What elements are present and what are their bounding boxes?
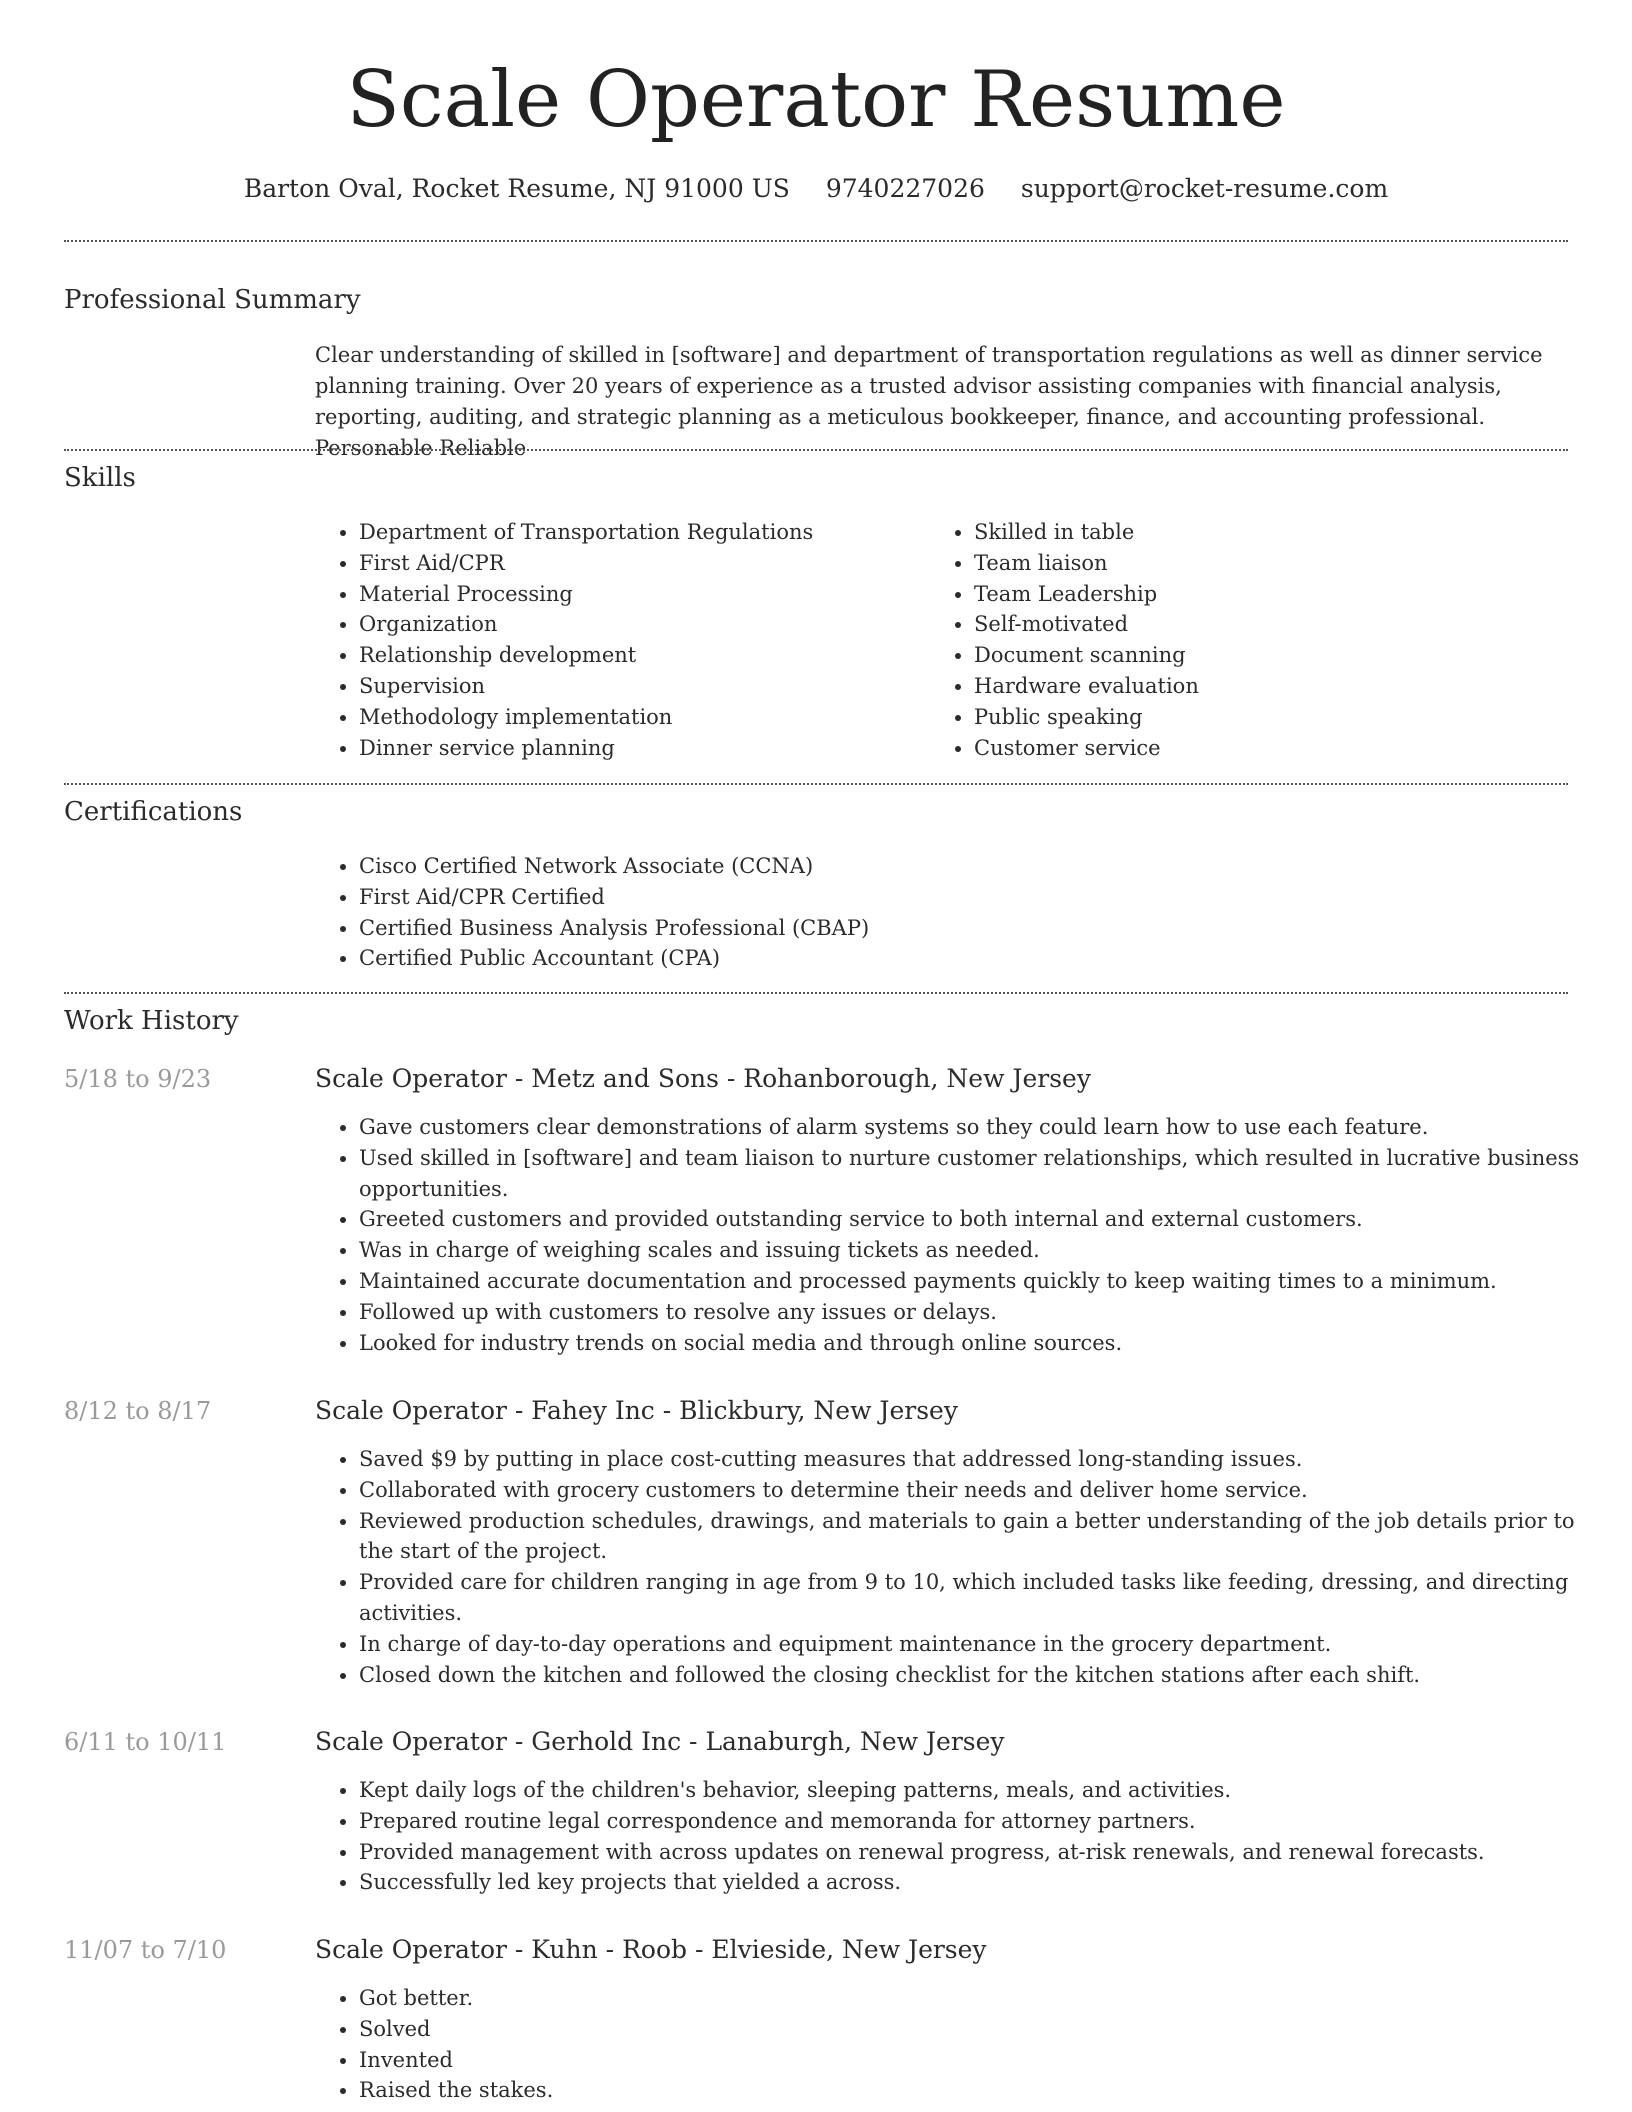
skill-item: • Customer service (974, 733, 1574, 764)
job-dates: 8/12 to 8/17 (64, 1397, 212, 1425)
job-duty: • Solved (359, 2014, 1611, 2045)
job-duties-list (315, 1983, 1611, 2106)
contact-line (0, 172, 1632, 206)
certification-item: • First Aid/CPR Certified (359, 882, 1611, 913)
job-duty: • Greeted customers and provided outstanding service to both internal and external customers. (359, 1204, 1611, 1235)
job-duty: • Collaborated with grocery customers to determine their needs and deliver home service. (359, 1475, 1611, 1506)
certifications-heading: Certifications (64, 797, 243, 827)
skill-item: • Organization (359, 609, 929, 640)
skill-item: • Public speaking (974, 702, 1574, 733)
certifications-list (315, 851, 1611, 974)
section-divider (64, 240, 1568, 242)
job-dates: 5/18 to 9/23 (64, 1065, 212, 1093)
job-duty: • Successfully led key projects that yielded a across. (359, 1867, 1611, 1898)
summary-heading: Professional Summary (64, 285, 361, 315)
certification-item: • Certified Public Accountant (CPA) (359, 943, 1611, 974)
skill-item: • Team liaison (974, 548, 1574, 579)
skills-list-left (315, 517, 929, 763)
skill-item: • Team Leadership (974, 579, 1574, 610)
job-duty: • Used skilled in [software] and team liaison to nurture customer relationships, which resulted in lucrative business opportunities. (359, 1143, 1611, 1205)
job-duty: • Provided care for children ranging in age from 9 to 10, which included tasks like feeding, dressing, and directing activities. (359, 1567, 1611, 1629)
job-duty: • Maintained accurate documentation and processed payments quickly to keep waiting times to a minimum. (359, 1266, 1611, 1297)
job-duty: • In charge of day-to-day operations and equipment maintenance in the grocery department. (359, 1629, 1611, 1660)
skill-item: • Relationship development (359, 640, 929, 671)
job-dates: 6/11 to 10/11 (64, 1728, 227, 1756)
skill-item: • First Aid/CPR (359, 548, 929, 579)
section-divider (64, 449, 1568, 451)
contact-phone: 9740227026 (825, 174, 985, 203)
job-duty: • Raised the stakes. (359, 2075, 1611, 2106)
job-title: Scale Operator - Fahey Inc - Blickbury, New Jersey (315, 1396, 958, 1425)
certification-item: • Cisco Certified Network Associate (CCNA) (359, 851, 1611, 882)
skill-item: • Material Processing (359, 579, 929, 610)
job-duty: • Prepared routine legal correspondence and memoranda for attorney partners. (359, 1806, 1611, 1837)
skill-item: • Department of Transportation Regulations (359, 517, 929, 548)
job-duty: • Kept daily logs of the children's behavior, sleeping patterns, meals, and activities. (359, 1775, 1611, 1806)
skill-item: • Self-motivated (974, 609, 1574, 640)
contact-address: Barton Oval, Rocket Resume, NJ 91000 US (243, 174, 790, 203)
work-history-heading: Work History (64, 1006, 239, 1036)
skill-item: • Hardware evaluation (974, 671, 1574, 702)
job-title: Scale Operator - Gerhold Inc - Lanaburgh, New Jersey (315, 1727, 1005, 1756)
job-title: Scale Operator - Metz and Sons - Rohanborough, New Jersey (315, 1064, 1091, 1093)
skill-item: • Supervision (359, 671, 929, 702)
job-duties-list (315, 1444, 1611, 1690)
section-divider (64, 783, 1568, 785)
job-duties-list (315, 1112, 1611, 1358)
skills-heading: Skills (64, 463, 136, 493)
page-title: Scale Operator Resume (346, 55, 1286, 145)
skill-item: • Methodology implementation (359, 702, 929, 733)
job-duty: • Saved $9 by putting in place cost-cutting measures that addressed long-standing issues. (359, 1444, 1611, 1475)
contact-email: support@rocket-resume.com (1020, 174, 1389, 203)
skill-item: • Skilled in table (974, 517, 1574, 548)
job-duty: • Reviewed production schedules, drawings, and materials to gain a better understanding of the job details prior to the start of the project. (359, 1506, 1611, 1568)
skills-list-right (930, 517, 1574, 763)
job-duty: • Invented (359, 2045, 1611, 2076)
job-duty: • Gave customers clear demonstrations of alarm systems so they could learn how to use each feature. (359, 1112, 1611, 1143)
job-duties-list (315, 1775, 1611, 1898)
job-duty: • Got better. (359, 1983, 1611, 2014)
job-duty: • Looked for industry trends on social media and through online sources. (359, 1328, 1611, 1359)
skill-item: • Document scanning (974, 640, 1574, 671)
job-duty: • Followed up with customers to resolve any issues or delays. (359, 1297, 1611, 1328)
job-title: Scale Operator - Kuhn - Roob - Elvieside, New Jersey (315, 1935, 987, 1964)
job-duty: • Provided management with across updates on renewal progress, at-risk renewals, and renewal forecasts. (359, 1837, 1611, 1868)
skill-item: • Dinner service planning (359, 733, 929, 764)
section-divider (64, 992, 1568, 994)
job-duty: • Was in charge of weighing scales and issuing tickets as needed. (359, 1235, 1611, 1266)
summary-text: Clear understanding of skilled in [software] and department of transportation regulations as well as dinner service planning training. Over 20 years of experience as a trusted advisor assisting companies with financial analysis, reporting, auditing, and strategic planning as a meticulous bookkeeper, finance, and accounting professional. Personable Reliable (315, 343, 1543, 460)
job-dates: 11/07 to 7/10 (64, 1936, 227, 1964)
certification-item: • Certified Business Analysis Professional (CBAP) (359, 913, 1611, 944)
job-duty: • Closed down the kitchen and followed the closing checklist for the kitchen stations after each shift. (359, 1660, 1611, 1691)
